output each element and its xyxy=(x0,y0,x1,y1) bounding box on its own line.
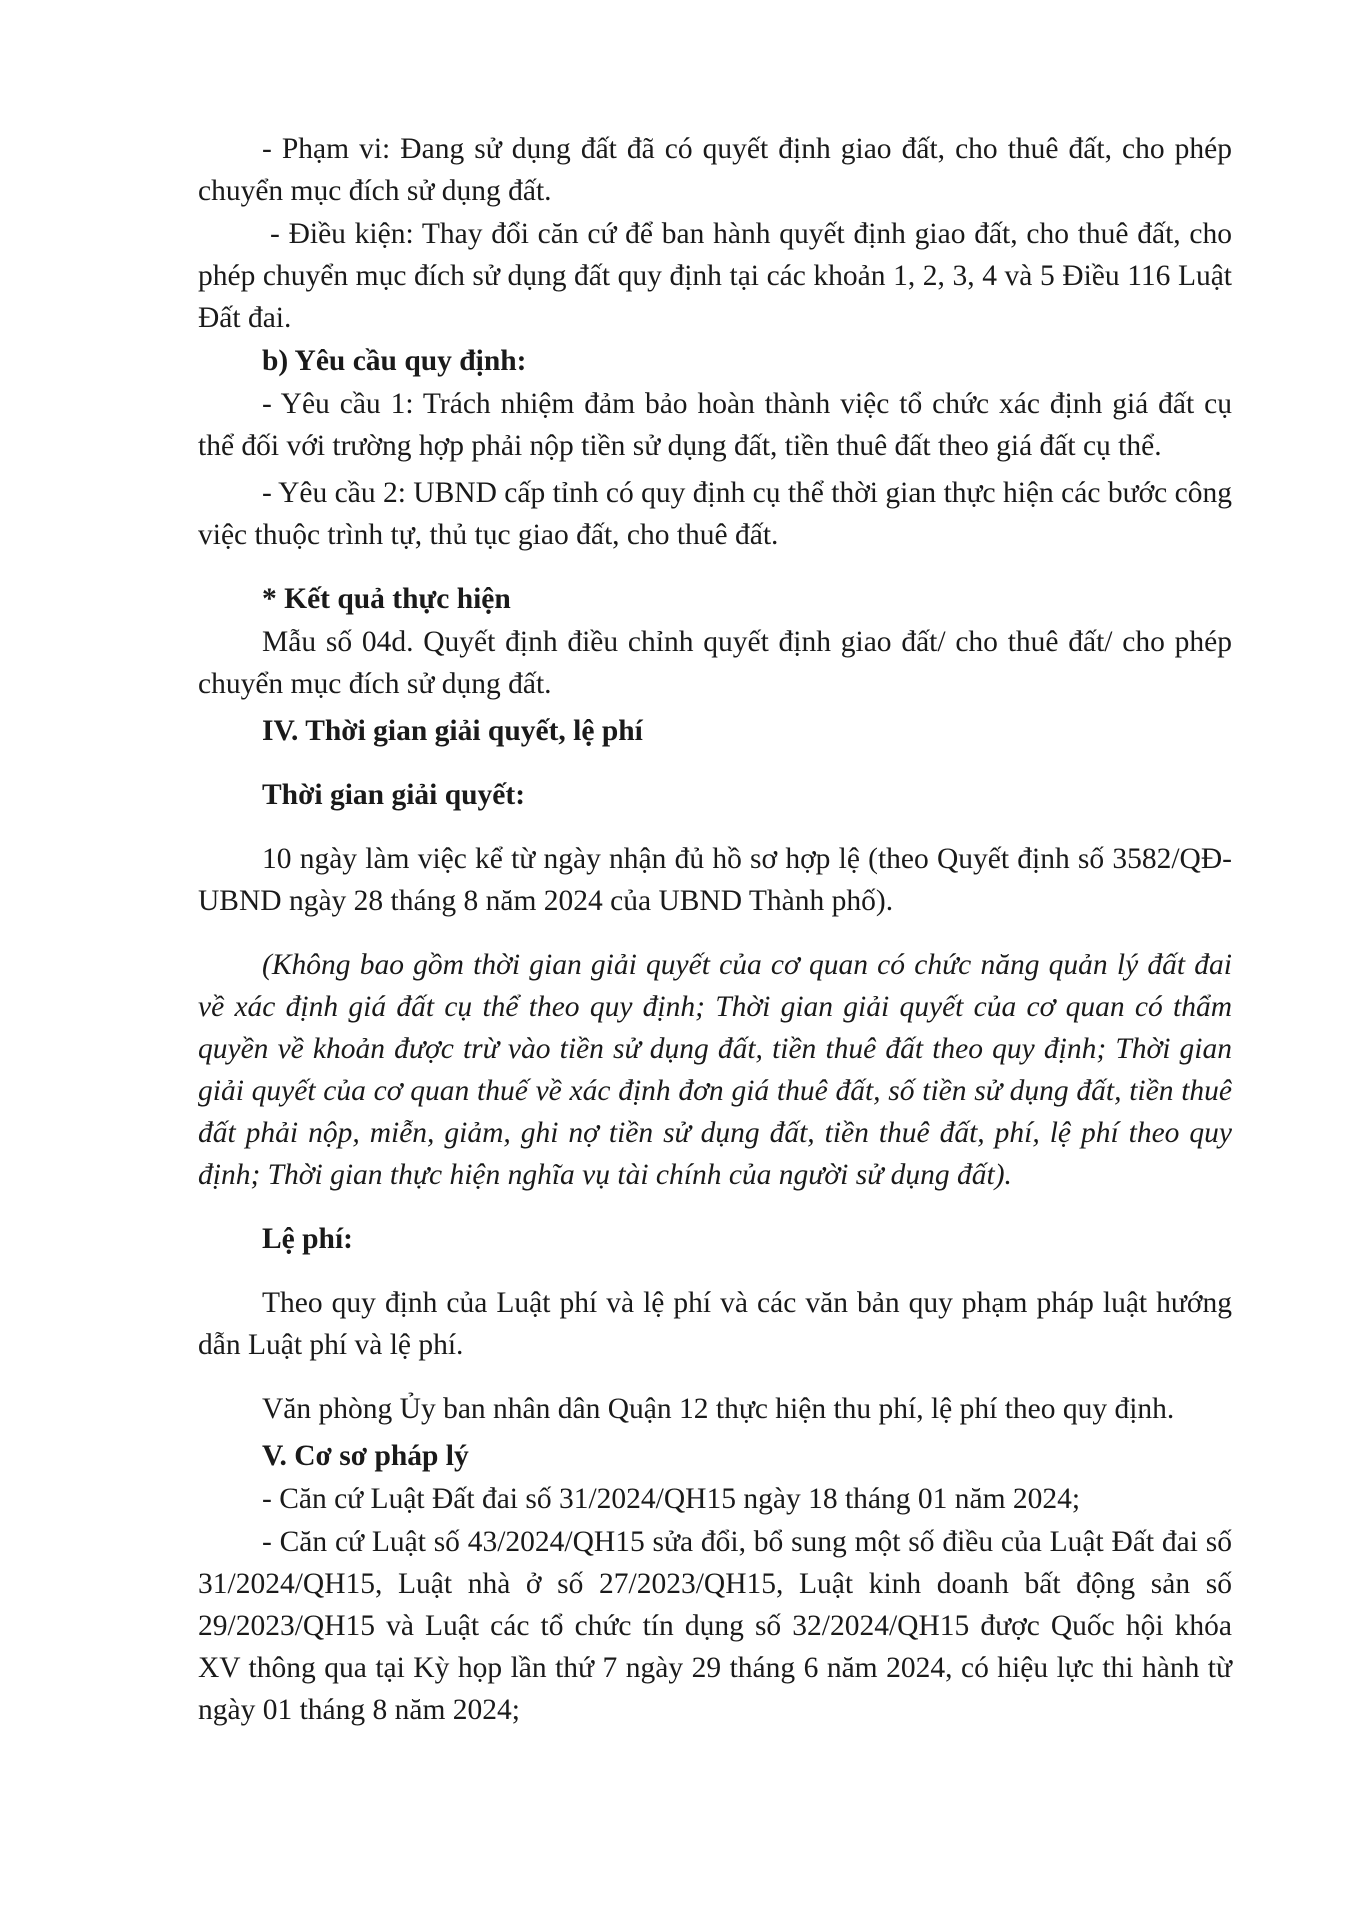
thoi-gian-paragraph: 10 ngày làm việc kể từ ngày nhận đủ hồ sơ hợp lệ (theo Quyết định số 3582/QĐ-UBND ngày 28 tháng 8 năm 2024 của UBND Thành phố). xyxy=(198,843,1232,917)
thoi-gian-heading: Thời gian giải quyết: xyxy=(262,779,526,811)
le-phi-heading: Lệ phí: xyxy=(262,1223,353,1255)
le-phi-paragraph-1: Theo quy định của Luật phí và lệ phí và các văn bản quy phạm pháp luật hướng dẫn Luật phí và lệ phí. xyxy=(198,1287,1232,1361)
pham-vi-paragraph: - Phạm vi: Đang sử dụng đất đã có quyết định giao đất, cho thuê đất, cho phép chuyển mục đích sử dụng đất. xyxy=(198,133,1232,207)
ket-qua-heading: * Kết quả thực hiện xyxy=(262,583,511,615)
thoi-gian-note: (Không bao gồm thời gian giải quyết của cơ quan có chức năng quản lý đất đai về xác định giá đất cụ thể theo quy định; Thời gian giải quyết của cơ quan có thẩm quyền về khoản được trừ vào tiền sử dụng đất, tiền thuê đất theo quy định; Thời gian giải quyết của cơ quan thuế về xác định đơn giá thuê đất, số tiền sử dụng đất, tiền thuê đất phải nộp, miễn, giảm, ghi nợ tiền sử dụng đất, tiền thuê đất, phí, lệ phí theo quy định; Thời gian thực hiện nghĩa vụ tài chính của người sử dụng đất). xyxy=(198,949,1232,1191)
can-cu-1-paragraph: - Căn cứ Luật Đất đai số 31/2024/QH15 ngày 18 tháng 01 năm 2024; xyxy=(262,1483,1081,1515)
le-phi-paragraph-2: Văn phòng Ủy ban nhân dân Quận 12 thực hiện thu phí, lệ phí theo quy định. xyxy=(262,1393,1175,1425)
ket-qua-paragraph: Mẫu số 04d. Quyết định điều chỉnh quyết định giao đất/ cho thuê đất/ cho phép chuyển mục đích sử dụng đất. xyxy=(198,626,1232,700)
document-body xyxy=(198,128,1232,1731)
yeu-cau-2-paragraph: - Yêu cầu 2: UBND cấp tỉnh có quy định cụ thể thời gian thực hiện các bước công việc thuộc trình tự, thủ tục giao đất, cho thuê đất. xyxy=(198,477,1232,551)
section-iv-heading: IV. Thời gian giải quyết, lệ phí xyxy=(262,715,643,747)
yeu-cau-heading: b) Yêu cầu quy định: xyxy=(262,345,527,377)
dieu-kien-paragraph: - Điều kiện: Thay đổi căn cứ để ban hành quyết định giao đất, cho thuê đất, cho phép chuyển mục đích sử dụng đất quy định tại các khoản 1, 2, 3, 4 và 5 Điều 116 Luật Đất đai. xyxy=(198,218,1232,334)
can-cu-2-paragraph: - Căn cứ Luật số 43/2024/QH15 sửa đổi, bổ sung một số điều của Luật Đất đai số 31/2024/QH15, Luật nhà ở số 27/2023/QH15, Luật kinh doanh bất động sản số 29/2023/QH15 và Luật các tổ chức tín dụng số 32/2024/QH15 được Quốc hội khóa XV thông qua tại Kỳ họp lần thứ 7 ngày 29 tháng 6 năm 2024, có hiệu lực thi hành từ ngày 01 tháng 8 năm 2024; xyxy=(198,1526,1232,1726)
yeu-cau-1-paragraph: - Yêu cầu 1: Trách nhiệm đảm bảo hoàn thành việc tổ chức xác định giá đất cụ thể đối với trường hợp phải nộp tiền sử dụng đất, tiền thuê đất theo giá đất cụ thể. xyxy=(198,388,1232,462)
section-v-heading: V. Cơ sơ pháp lý xyxy=(262,1440,469,1472)
